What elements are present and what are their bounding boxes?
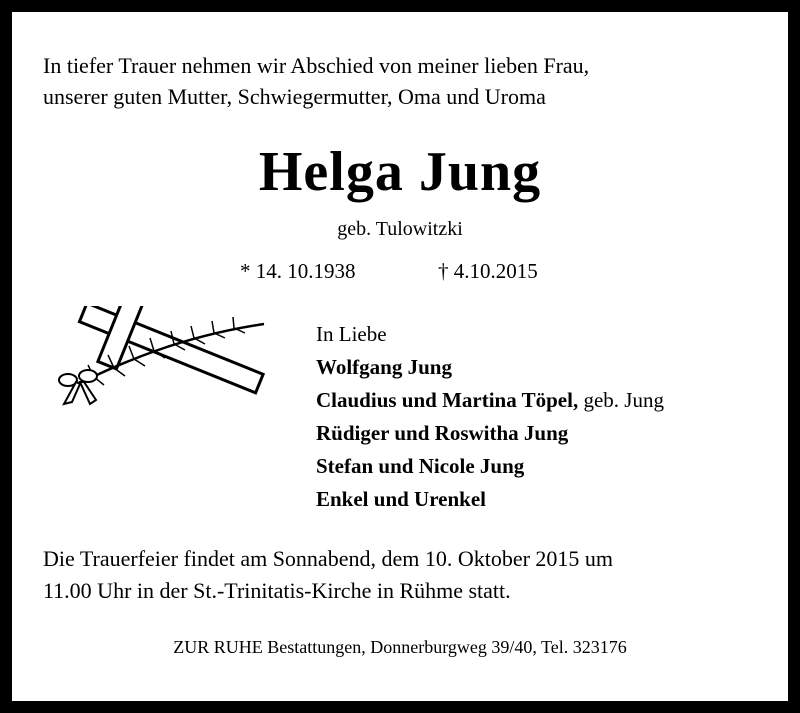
mourners-heading: In Liebe	[316, 322, 387, 346]
death-date: † 4.10.2015	[438, 259, 538, 283]
service-line-2: 11.00 Uhr in der St.-Trinitatis-Kirche in Rühme statt.	[43, 578, 511, 603]
mourner-name: Claudius und Martina Töpel,	[316, 388, 579, 412]
mourner-name: Wolfgang Jung	[316, 355, 452, 379]
service-line-1: Die Trauerfeier findet am Sonnabend, dem 10. Oktober 2015 um	[43, 546, 614, 571]
intro-line-1: In tiefer Trauer nehmen wir Abschied von meiner lieben Frau,	[43, 53, 590, 78]
mourner-line	[316, 450, 664, 483]
mourner-line	[316, 384, 664, 417]
mourner-name: Enkel und Urenkel	[316, 487, 486, 511]
mourner-line	[316, 417, 664, 450]
intro-line-2: unserer guten Mutter, Schwiegermutter, Oma und Uroma	[43, 84, 546, 109]
cross-with-palm-branch-icon	[54, 306, 274, 411]
funeral-service-text	[43, 543, 613, 607]
mourners-list	[316, 318, 664, 516]
mourner-name: Stefan und Nicole Jung	[316, 454, 525, 478]
mourner-line	[316, 351, 664, 384]
mourner-name: Rüdiger und Roswitha Jung	[316, 421, 569, 445]
mourner-line	[316, 483, 664, 516]
deceased-name: Helga Jung	[258, 141, 542, 203]
undertaker-footer: ZUR RUHE Bestattungen, Donnerburgweg 39/40, Tel. 323176	[173, 637, 627, 657]
born-name: geb. Tulowitzki	[337, 218, 463, 240]
intro-text	[43, 50, 589, 112]
birth-date: * 14. 10.1938	[240, 259, 356, 283]
mourner-suffix: geb. Jung	[578, 388, 664, 412]
